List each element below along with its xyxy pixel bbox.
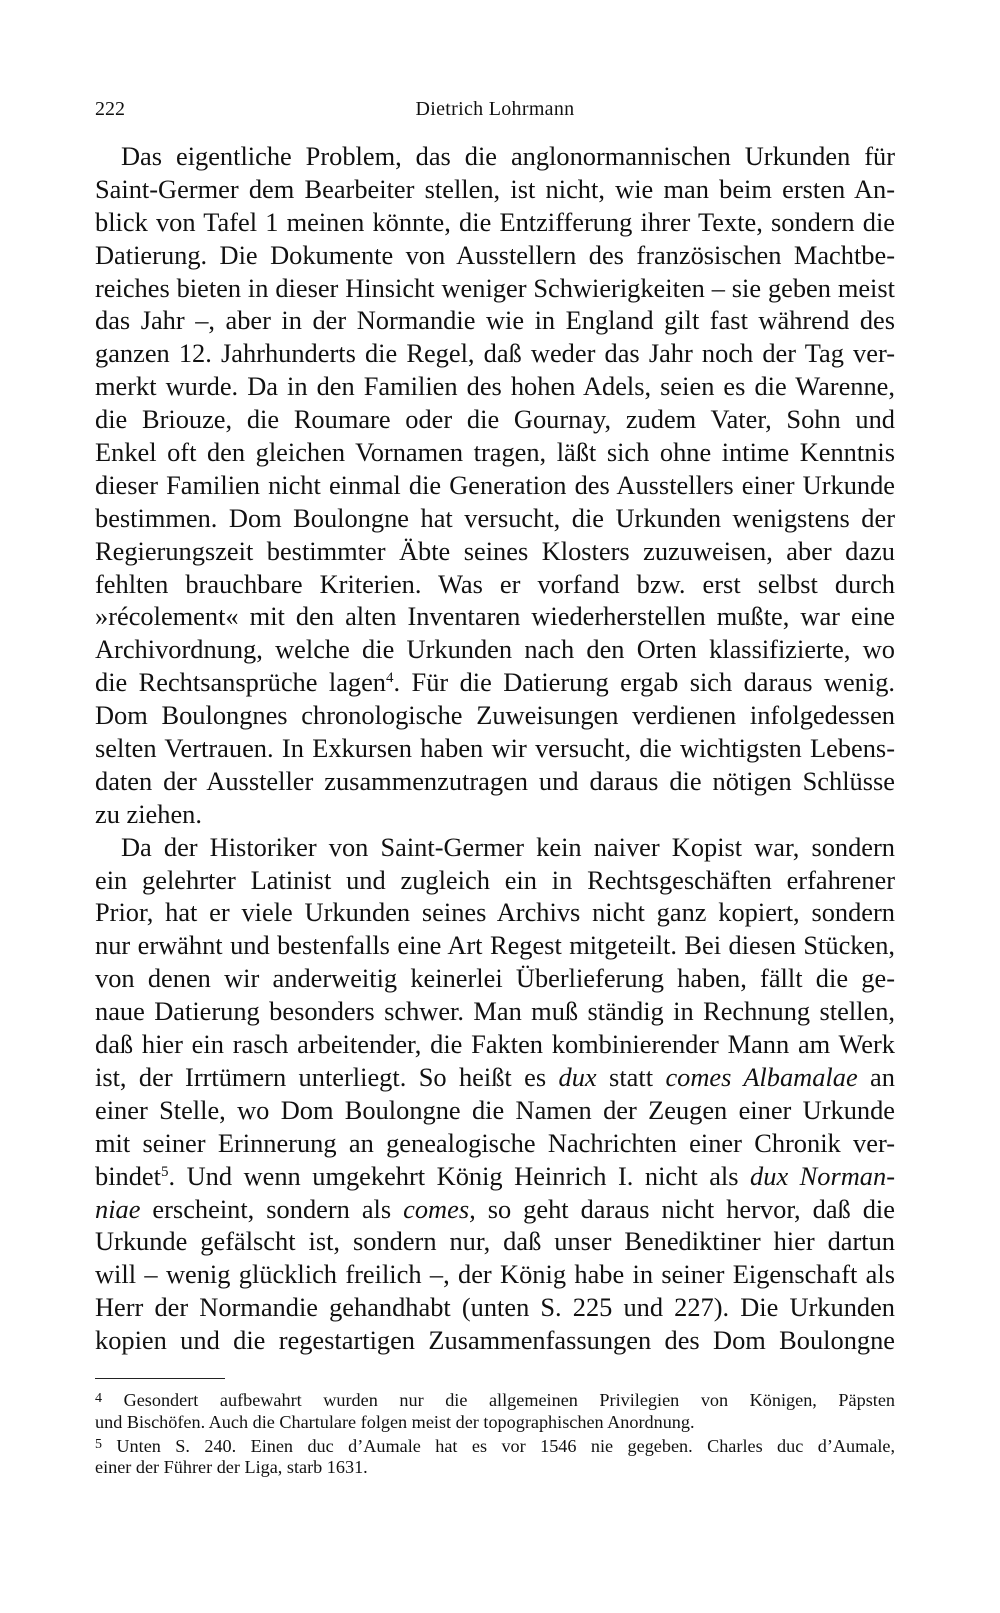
footnote-separator [95, 1378, 225, 1379]
text-line: reiches bieten in dieser Hinsicht weniger Schwierigkeiten – sie geben meist [95, 272, 895, 303]
footnotes [95, 1388, 895, 1479]
text-line: selten Vertrauen. In Exkursen haben wir versucht, die wichtigsten Lebens- [95, 733, 895, 764]
text-line: bestimmen. Dom Boulongne hat versucht, die Urkunden wenigstens der [95, 502, 895, 533]
footnote-text: Unten S. 240. Einen duc d’Aumale hat es vor 1546 nie gegeben. Charles duc d’Aumale, [116, 1435, 896, 1456]
text-line: Datierung. Die Dokumente von Ausstellern des französischen Machtbe- [95, 239, 895, 270]
italic-term: comes, [403, 1193, 476, 1224]
text-fragment: . Für die Datierung ergab sich daraus wenig. [393, 667, 895, 698]
text-line [95, 666, 895, 699]
text-line [95, 1160, 895, 1193]
footnote-ref-4[interactable]: 4 [386, 670, 394, 687]
text-fragment: . Und wenn umgekehrt König Heinrich I. nicht als [168, 1160, 751, 1191]
text-line: nur erwähnt und bestenfalls eine Art Regest mitgeteilt. Bei diesen Stücken, [95, 930, 895, 961]
text-line: will – wenig glücklich freilich –, der König habe in seiner Eigenschaft als [95, 1259, 895, 1290]
text-line: Herr der Normandie gehandhabt (unten S. 225 und 227). Die Urkunden [95, 1292, 895, 1323]
text-line: mit seiner Erinnerung an genealogische Nachrichten einer Chronik ver- [95, 1127, 895, 1158]
text-fragment: bindet [95, 1160, 161, 1191]
text-line: merkt wurde. Da in den Familien des hohen Adels, seien es die Warenne, [95, 371, 895, 402]
italic-term: dux [558, 1061, 597, 1092]
text-line: Archivordnung, welche die Urkunden nach den Orten klassifizierte, wo [95, 634, 895, 665]
text-line: daten der Aussteller zusammenzutragen und daraus die nötigen Schlüsse [95, 765, 895, 796]
text-line: die Briouze, die Roumare oder die Gournay, zudem Vater, Sohn und [95, 404, 895, 435]
footnote-number: 5 [95, 1436, 102, 1452]
text-line: Saint-Germer dem Bearbeiter stellen, ist nicht, wie man beim ersten An- [95, 173, 895, 204]
text-line: ein gelehrter Latinist und zugleich ein in Rechtsgeschäften erfahrener [95, 864, 895, 895]
text-line: Das eigentliche Problem, das die anglonormannischen Urkunden für [121, 141, 895, 171]
text-line: einer Stelle, wo Dom Boulongne die Namen der Zeugen einer Urkunde [95, 1094, 895, 1125]
footnote-ref-5[interactable]: 5 [160, 1163, 169, 1180]
text-fragment: die Rechtsansprüche lagen [95, 667, 387, 698]
running-head-author: Dietrich Lohrmann [415, 98, 575, 120]
italic-term: comes Albamalae [665, 1061, 858, 1092]
text-line [95, 1193, 895, 1226]
text-fragment: so geht daraus nicht hervor, daß die [475, 1193, 895, 1224]
text-line: fehlten brauchbare Kriterien. Was er vorfand bzw. erst selbst durch [95, 568, 895, 599]
text-line: das Jahr –, aber in der Normandie wie in England gilt fast während des [95, 305, 895, 336]
text-line: Enkel oft den gleichen Vornamen tragen, läßt sich ohne intime Kenntnis [95, 437, 895, 468]
footnote-4-cont: und Bischöfen. Auch die Chartulare folgen meist der topographischen Anordnung. [95, 1411, 695, 1432]
text-line: Da der Historiker von Saint-Germer kein naiver Kopist war, sondern [121, 831, 895, 862]
footnote-5-cont: einer der Führer der Liga, starb 1631. [95, 1457, 368, 1478]
text-fragment: erscheint, sondern als [140, 1193, 404, 1224]
text-fragment: statt [596, 1061, 666, 1092]
page-number: 222 [95, 98, 125, 120]
text-line [95, 1061, 895, 1094]
text-line: Regierungszeit bestimmter Äbte seines Klosters zuzuweisen, aber dazu [95, 535, 895, 566]
text-fragment: ist, der Irrtümern unterliegt. So heißt es [95, 1061, 559, 1092]
text-line: von denen wir anderweitig keinerlei Überlieferung haben, fällt die ge- [95, 963, 895, 994]
text-line: naue Datierung besonders schwer. Man muß ständig in Rechnung stellen, [95, 996, 895, 1027]
text-line: zu ziehen. [95, 798, 202, 829]
footnote-5 [95, 1434, 895, 1457]
text-line: daß hier ein rasch arbeitender, die Fakten kombinierender Mann am Werk [95, 1029, 895, 1060]
body-text [95, 140, 895, 1357]
footnote-text: Gesondert aufbewahrt wurden nur die allgemeinen Privilegien von Königen, Päpsten [123, 1390, 895, 1410]
italic-term: niae [95, 1193, 141, 1224]
text-line: Dom Boulongnes chronologische Zuweisungen verdienen infolgedessen [95, 700, 895, 731]
italic-term: dux Norman- [750, 1160, 895, 1191]
footnote-4 [95, 1388, 895, 1411]
text-line: dieser Familien nicht einmal die Generation des Ausstellers einer Urkunde [95, 469, 895, 500]
text-fragment: an [857, 1061, 895, 1092]
footnote-number: 4 [95, 1391, 102, 1406]
text-line: blick von Tafel 1 meinen könnte, die Entzifferung ihrer Texte, sondern die [95, 206, 895, 237]
text-line: »récolement« mit den alten Inventaren wiederherstellen mußte, war eine [95, 601, 895, 632]
running-head [95, 98, 895, 128]
text-line: Prior, hat er viele Urkunden seines Archivs nicht ganz kopiert, sondern [95, 897, 895, 928]
text-line: ganzen 12. Jahrhunderts die Regel, daß weder das Jahr noch der Tag ver- [95, 338, 895, 369]
text-line: kopien und die regestartigen Zusammenfassungen des Dom Boulongne [95, 1325, 895, 1356]
text-line: Urkunde gefälscht ist, sondern nur, daß unser Benediktiner hier dartun [95, 1226, 895, 1257]
